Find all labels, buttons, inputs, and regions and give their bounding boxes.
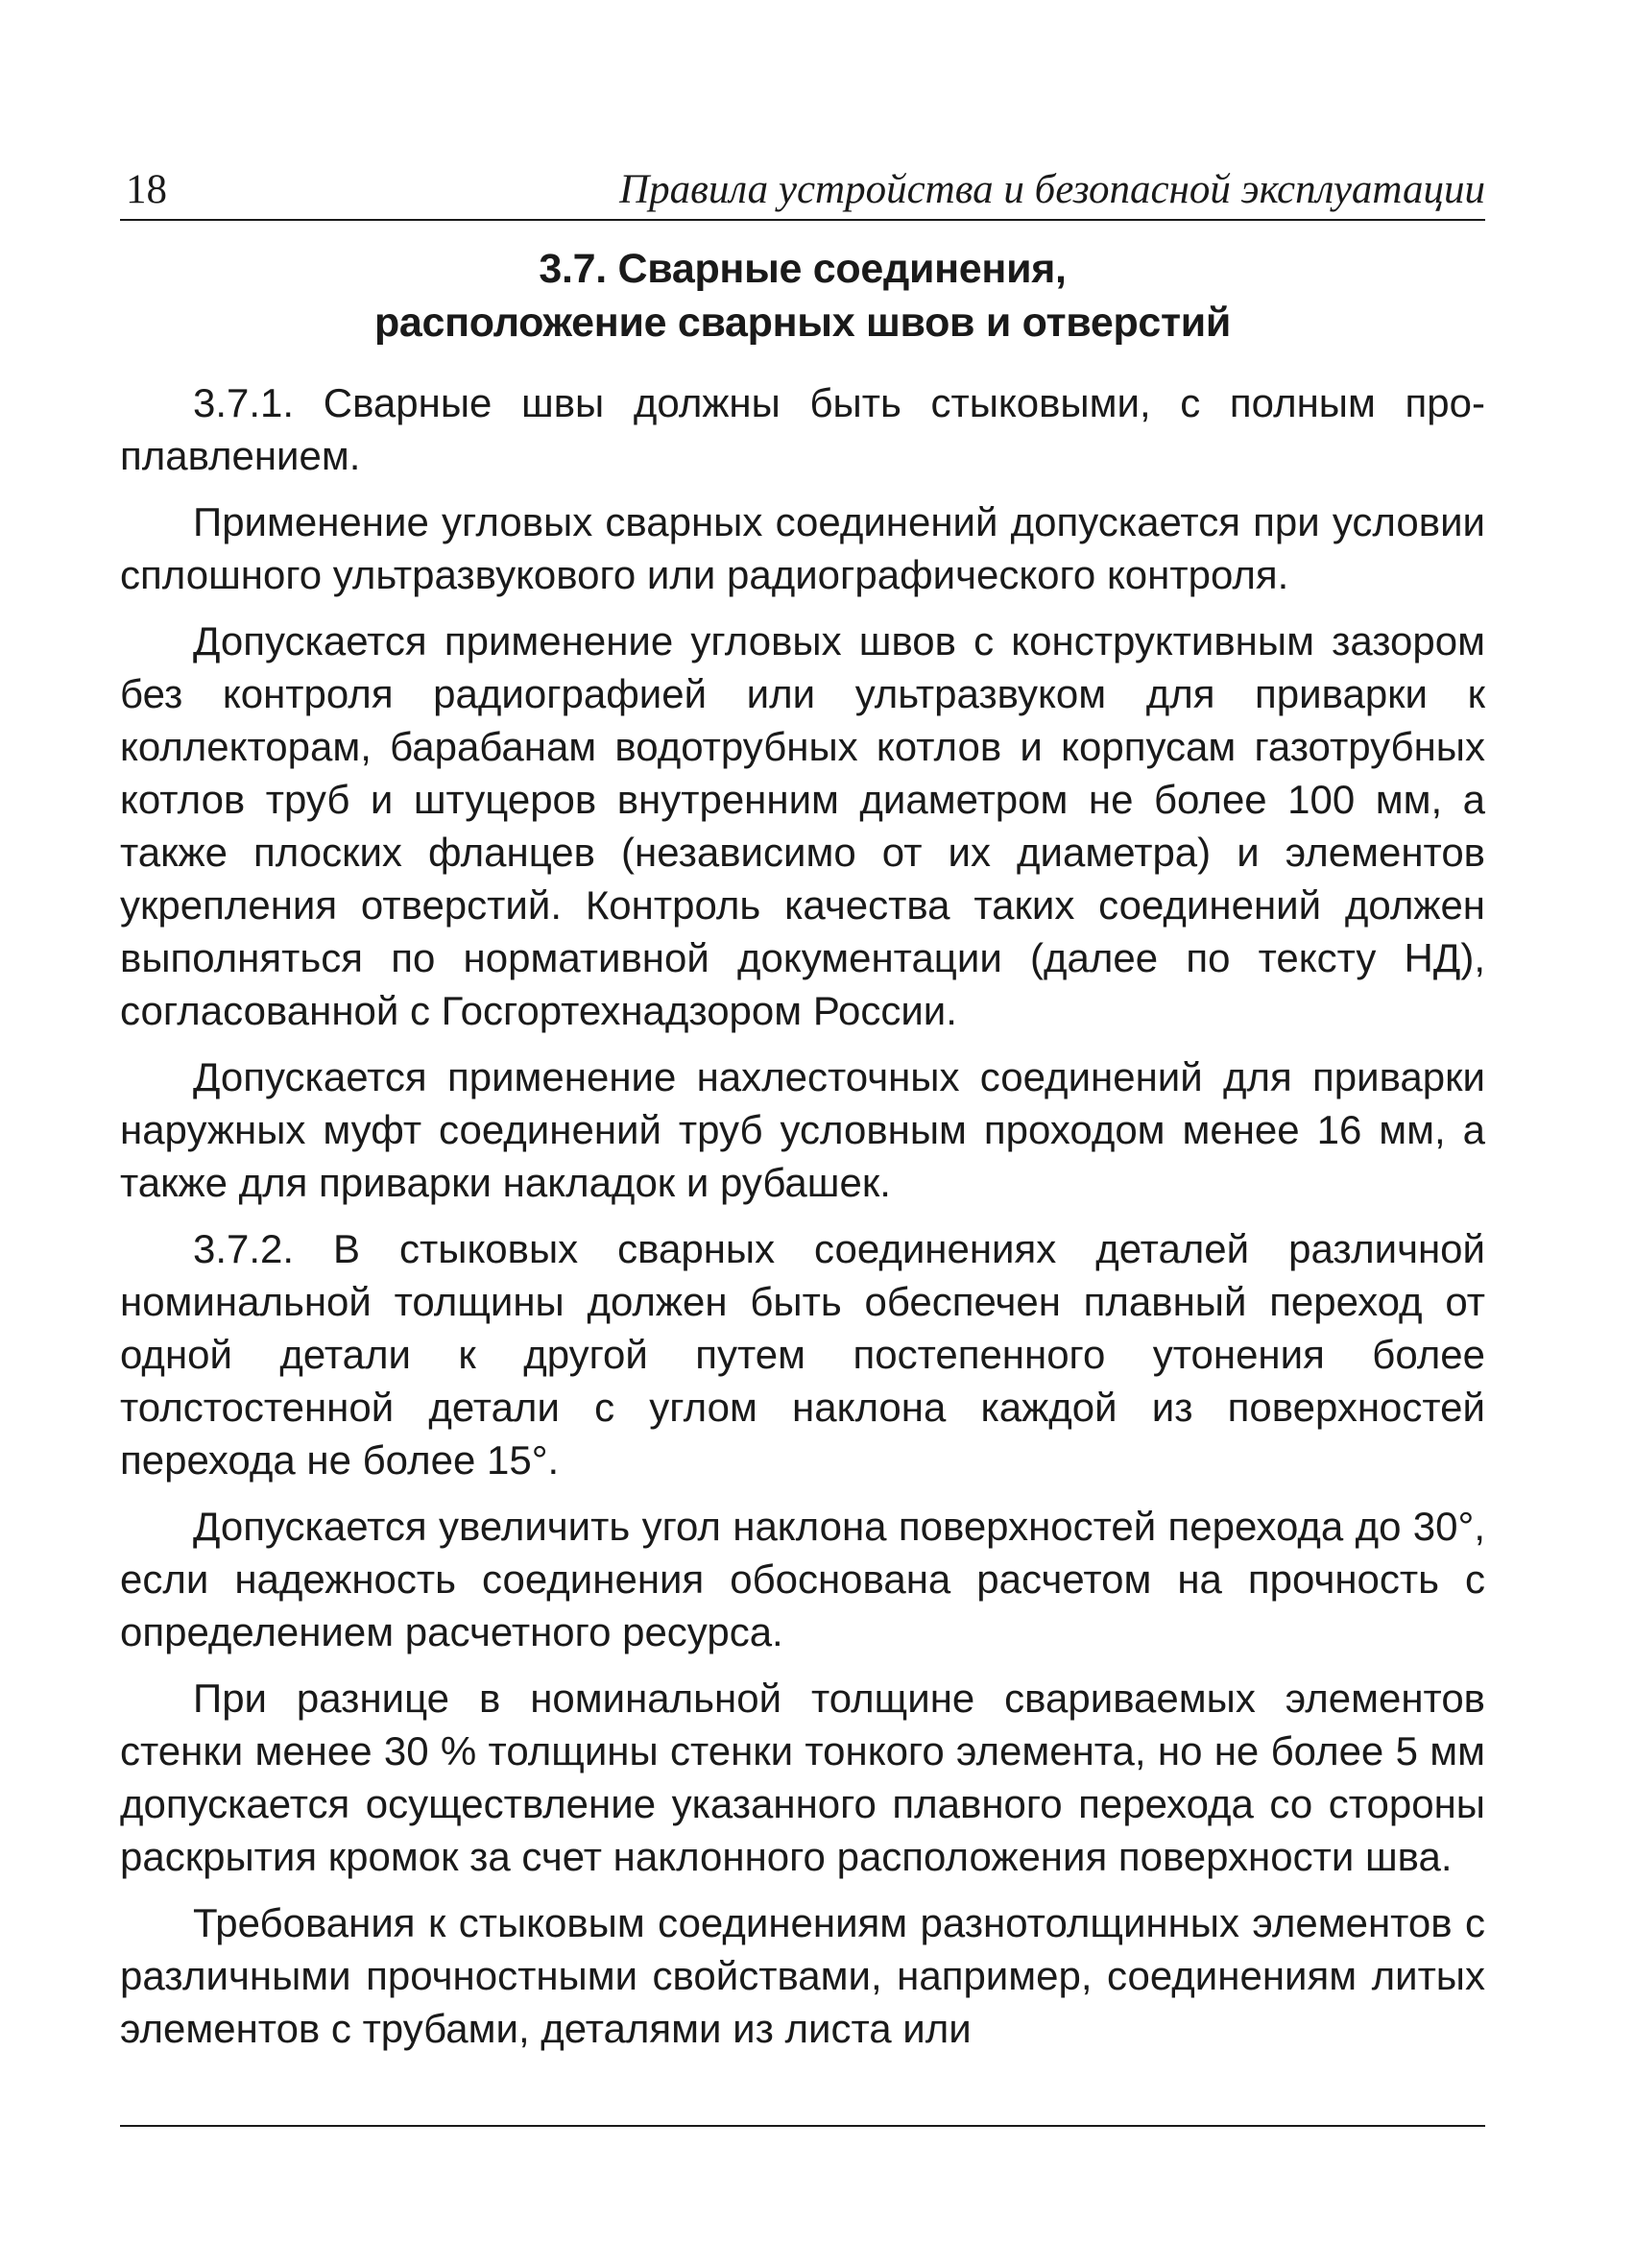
paragraph-angle-increase: Допускается увеличить угол наклона поверхностей перехода до 30°, если надежность соединения обоснована расчетом на прочность с определением расчетного ресурса. (120, 1504, 1485, 1654)
paragraph-thickness-difference: При разнице в номинальной толщине свариваемых элементов стенки менее 30 % толщины стенки тонкого элемента, но не более 5 мм допускается осуществление указанного плавного перехода со стороны раскрытия кромок за счет наклонного расположения поверхности шва. (120, 1676, 1485, 1879)
paragraph-requirements: Требования к стыковым соединениям разнотолщинных элементов с различными прочностными свойствами, например, соединениям литых элементов с трубами, деталями из листа или (120, 1900, 1485, 2051)
running-title: Правила устройства и безопасной эксплуатации (619, 167, 1485, 212)
body-text (120, 376, 1485, 2068)
paragraph-structural-gap: Допускается применение угловых швов с конструктивным зазором без контроля радиографией или ультразвуком для приварки к коллекторам, барабанам водотрубных котлов и корпусам газотрубных котлов труб и штуцеров внутренним диаметром не более 100 мм, а также плоских фланцев (независимо от их диаметра) и элементов укрепления отверстий. Контроль качества таких соединений должен выполняться по нормативной документации (далее по тексту НД), согласованной с Госгортехнадзором России. (120, 618, 1485, 1033)
running-header (120, 161, 1485, 221)
section-heading-line-2: расположение сварных швов и отверстий (373, 300, 1232, 346)
paragraph-3-7-2: 3.7.2. В стыковых сварных соединениях деталей различной номинальной толщины должен быть обеспечен плавный переход от одной детали к другой путем постепенного утонения более толстостенной детали с углом наклона каждой из поверхностей перехода не более 15°. (120, 1226, 1485, 1483)
paragraph-angular-welds: Применение угловых сварных соединений допускается при условии сплошного ультразвукового или радиографического контроля. (120, 499, 1485, 597)
section-heading-line-1: 3.7. Сварные соединения, (539, 246, 1067, 292)
footer-rule (120, 2125, 1485, 2127)
section-heading (120, 242, 1485, 350)
page-number: 18 (126, 167, 167, 212)
paragraph-lap-joints: Допускается применение нахлесточных соединений для приварки наружных муфт соединений труб условным проходом менее 16 мм, а также для приварки накладок и рубашек. (120, 1054, 1485, 1205)
paragraph-3-7-1: 3.7.1. Сварные швы должны быть стыковыми, с полным проплавлением. (120, 380, 1485, 478)
